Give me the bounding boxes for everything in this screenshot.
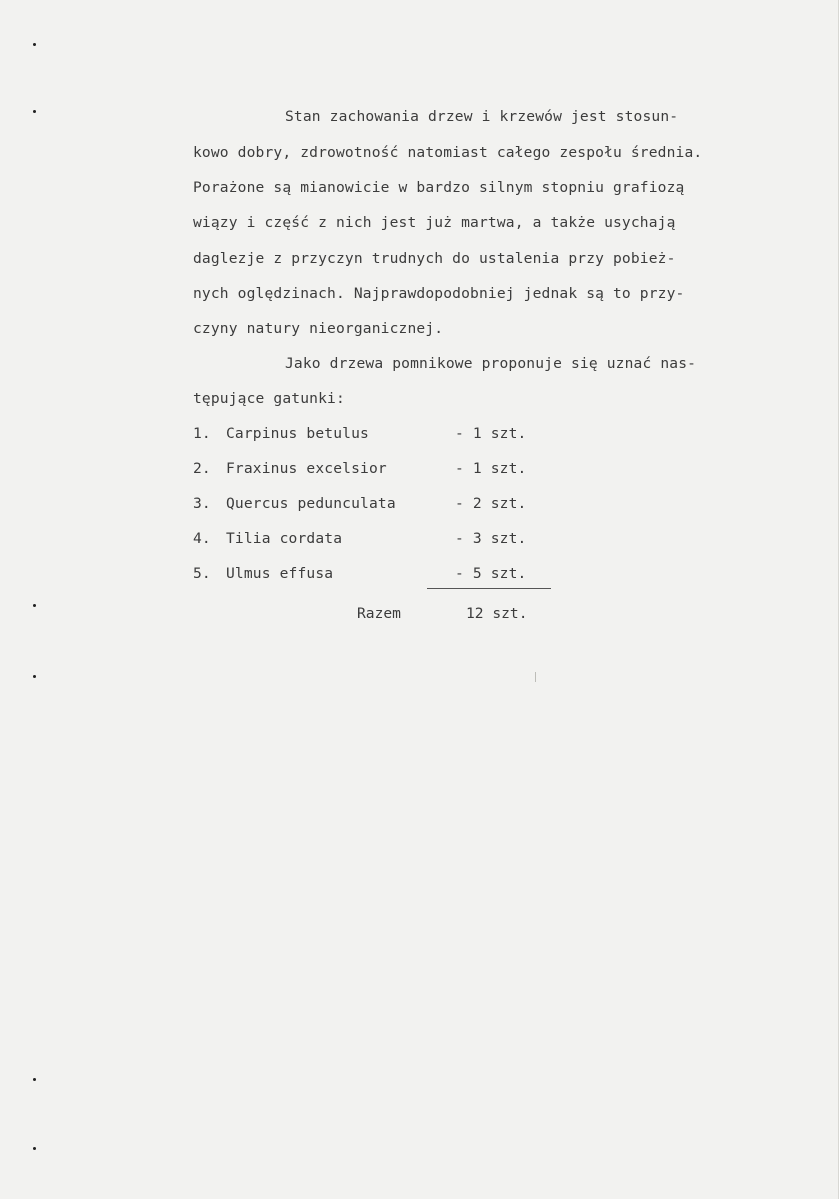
- punch-hole-mark: [33, 604, 36, 607]
- paragraph-line: Porażone są mianowicie w bardzo silnym stopniu grafiozą: [193, 179, 685, 196]
- paragraph-line: tępujące gatunki:: [193, 390, 345, 407]
- paragraph-line: Stan zachowania drzew i krzewów jest stosun-: [285, 108, 679, 125]
- paragraph-line: kowo dobry, zdrowotność natomiast całego zespołu średnia.: [193, 144, 703, 161]
- species-name: Quercus pedunculata: [226, 495, 396, 512]
- species-quantity: - 5 szt.: [455, 565, 527, 582]
- species-list-item: [0, 425, 839, 443]
- total-underline: [427, 588, 551, 589]
- species-name: Tilia cordata: [226, 530, 343, 547]
- paper-mark: [535, 672, 536, 682]
- paragraph-line: Jako drzewa pomnikowe proponuje się uznać nas-: [285, 355, 697, 372]
- species-quantity: - 3 szt.: [455, 530, 527, 547]
- paragraph-line: nych oględzinach. Najprawdopodobniej jednak są to przy-: [193, 285, 685, 302]
- punch-hole-mark: [33, 1147, 36, 1150]
- total-value: 12 szt.: [466, 605, 528, 622]
- item-number: 1.: [193, 425, 211, 442]
- paragraph-line: wiązy i część z nich jest już martwa, a także usychają: [193, 214, 676, 231]
- item-number: 4.: [193, 530, 211, 547]
- total-label: Razem: [357, 605, 401, 622]
- paragraph-line: daglezje z przyczyn trudnych do ustalenia przy pobież-: [193, 250, 676, 267]
- species-name: Fraxinus excelsior: [226, 460, 387, 477]
- item-number: 3.: [193, 495, 211, 512]
- punch-hole-mark: [33, 1078, 36, 1081]
- species-list-item: [0, 530, 839, 548]
- punch-hole-mark: [33, 675, 36, 678]
- species-quantity: - 1 szt.: [455, 460, 527, 477]
- species-quantity: - 2 szt.: [455, 495, 527, 512]
- item-number: 5.: [193, 565, 211, 582]
- species-list-item: [0, 565, 839, 583]
- species-name: Carpinus betulus: [226, 425, 369, 442]
- punch-hole-mark: [33, 43, 36, 46]
- paragraph-line: czyny natury nieorganicznej.: [193, 320, 444, 337]
- species-list-item: [0, 460, 839, 478]
- item-number: 2.: [193, 460, 211, 477]
- species-list-item: [0, 495, 839, 513]
- species-quantity: - 1 szt.: [455, 425, 527, 442]
- punch-hole-mark: [33, 110, 36, 113]
- species-name: Ulmus effusa: [226, 565, 334, 582]
